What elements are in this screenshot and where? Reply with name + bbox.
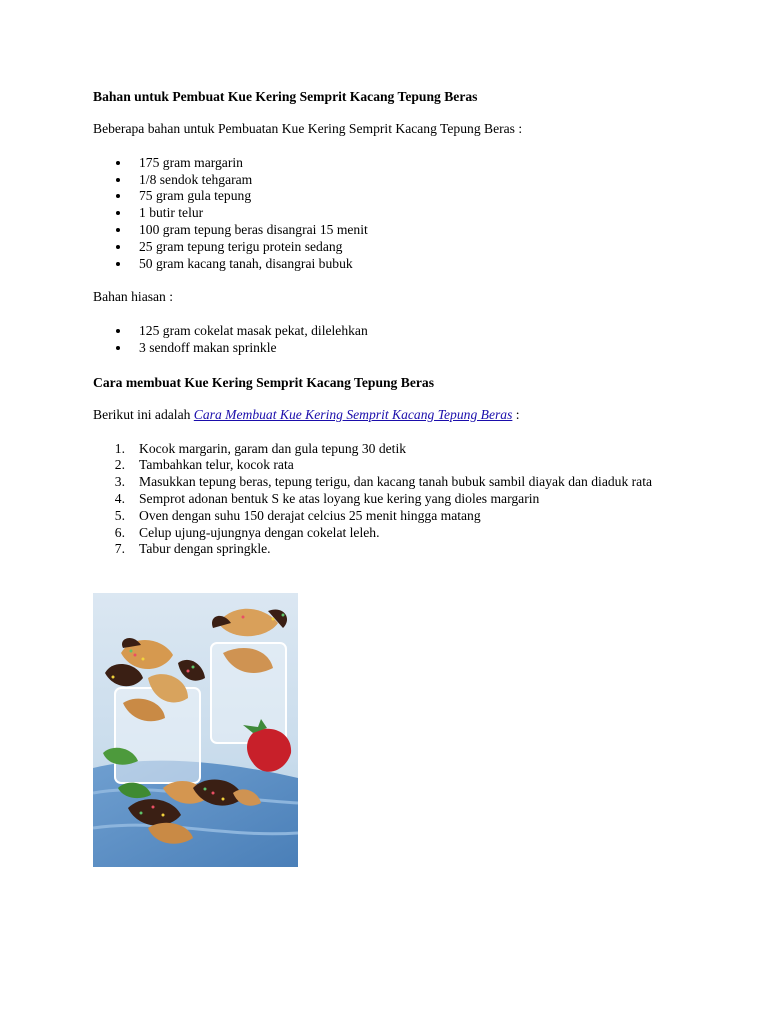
step-number: 7. <box>114 541 125 557</box>
step-number: 2. <box>114 457 125 473</box>
step-number: 1. <box>114 440 125 456</box>
step-number: 6. <box>114 524 125 540</box>
step-number: 5. <box>114 507 125 523</box>
steps-list <box>93 441 693 559</box>
cookie-photo <box>93 593 298 867</box>
step-text: Celup ujung-ujungnya dengan cokelat leleh. <box>139 524 380 540</box>
step-text: Tabur dengan springkle. <box>139 541 271 557</box>
step-text: Kocok margarin, garam dan gula tepung 30 detik <box>139 440 407 456</box>
list-item <box>93 525 693 542</box>
step-text: Oven dengan suhu 150 derajat celcius 25 menit hingga matang <box>139 507 481 523</box>
list-item <box>93 474 693 491</box>
step-number: 3. <box>114 474 125 490</box>
document-body <box>93 88 693 558</box>
ingredients-list <box>93 155 693 273</box>
list-item: 25 gram tepung terigu protein sedang <box>93 239 693 256</box>
list-item: 50 gram kacang tanah, disangrai bubuk <box>93 256 693 273</box>
list-item <box>93 441 693 458</box>
list-item: 125 gram cokelat masak pekat, dilelehkan <box>93 323 693 340</box>
step-number: 4. <box>114 490 125 506</box>
list-item: 1/8 sendok tehgaram <box>93 172 693 189</box>
recipe-link[interactable]: Cara Membuat Kue Kering Semprit Kacang Tepung Beras <box>193 406 513 422</box>
garnish-label: Bahan hiasan : <box>93 289 174 305</box>
step-text: Semprot adonan bentuk S ke atas loyang kue kering yang dioles margarin <box>139 490 540 506</box>
list-item <box>93 508 693 525</box>
method-intro <box>93 407 693 424</box>
ingredients-intro: Beberapa bahan untuk Pembuatan Kue Kering Semprit Kacang Tepung Beras : <box>93 121 523 136</box>
list-item <box>93 491 693 508</box>
step-text: Masukkan tepung beras, tepung terigu, dan kacang tanah bubuk sambil diayak dan diaduk rata <box>139 474 653 490</box>
list-item: 1 butir telur <box>93 205 693 222</box>
step-text: Tambahkan telur, kocok rata <box>139 457 294 473</box>
garnish-list <box>93 323 693 357</box>
list-item <box>93 541 693 558</box>
list-item: 175 gram margarin <box>93 155 693 172</box>
list-item: 100 gram tepung beras disangrai 15 menit <box>93 222 693 239</box>
method-heading: Cara membuat Kue Kering Semprit Kacang Tepung Beras <box>93 374 434 390</box>
method-intro-prefix: Berikut ini adalah <box>93 406 194 422</box>
method-intro-suffix: : <box>512 406 520 422</box>
list-item: 3 sendoff makan sprinkle <box>93 340 693 357</box>
list-item <box>93 457 693 474</box>
ingredients-heading: Bahan untuk Pembuat Kue Kering Semprit Kacang Tepung Beras <box>93 89 478 104</box>
list-item: 75 gram gula tepung <box>93 188 693 205</box>
